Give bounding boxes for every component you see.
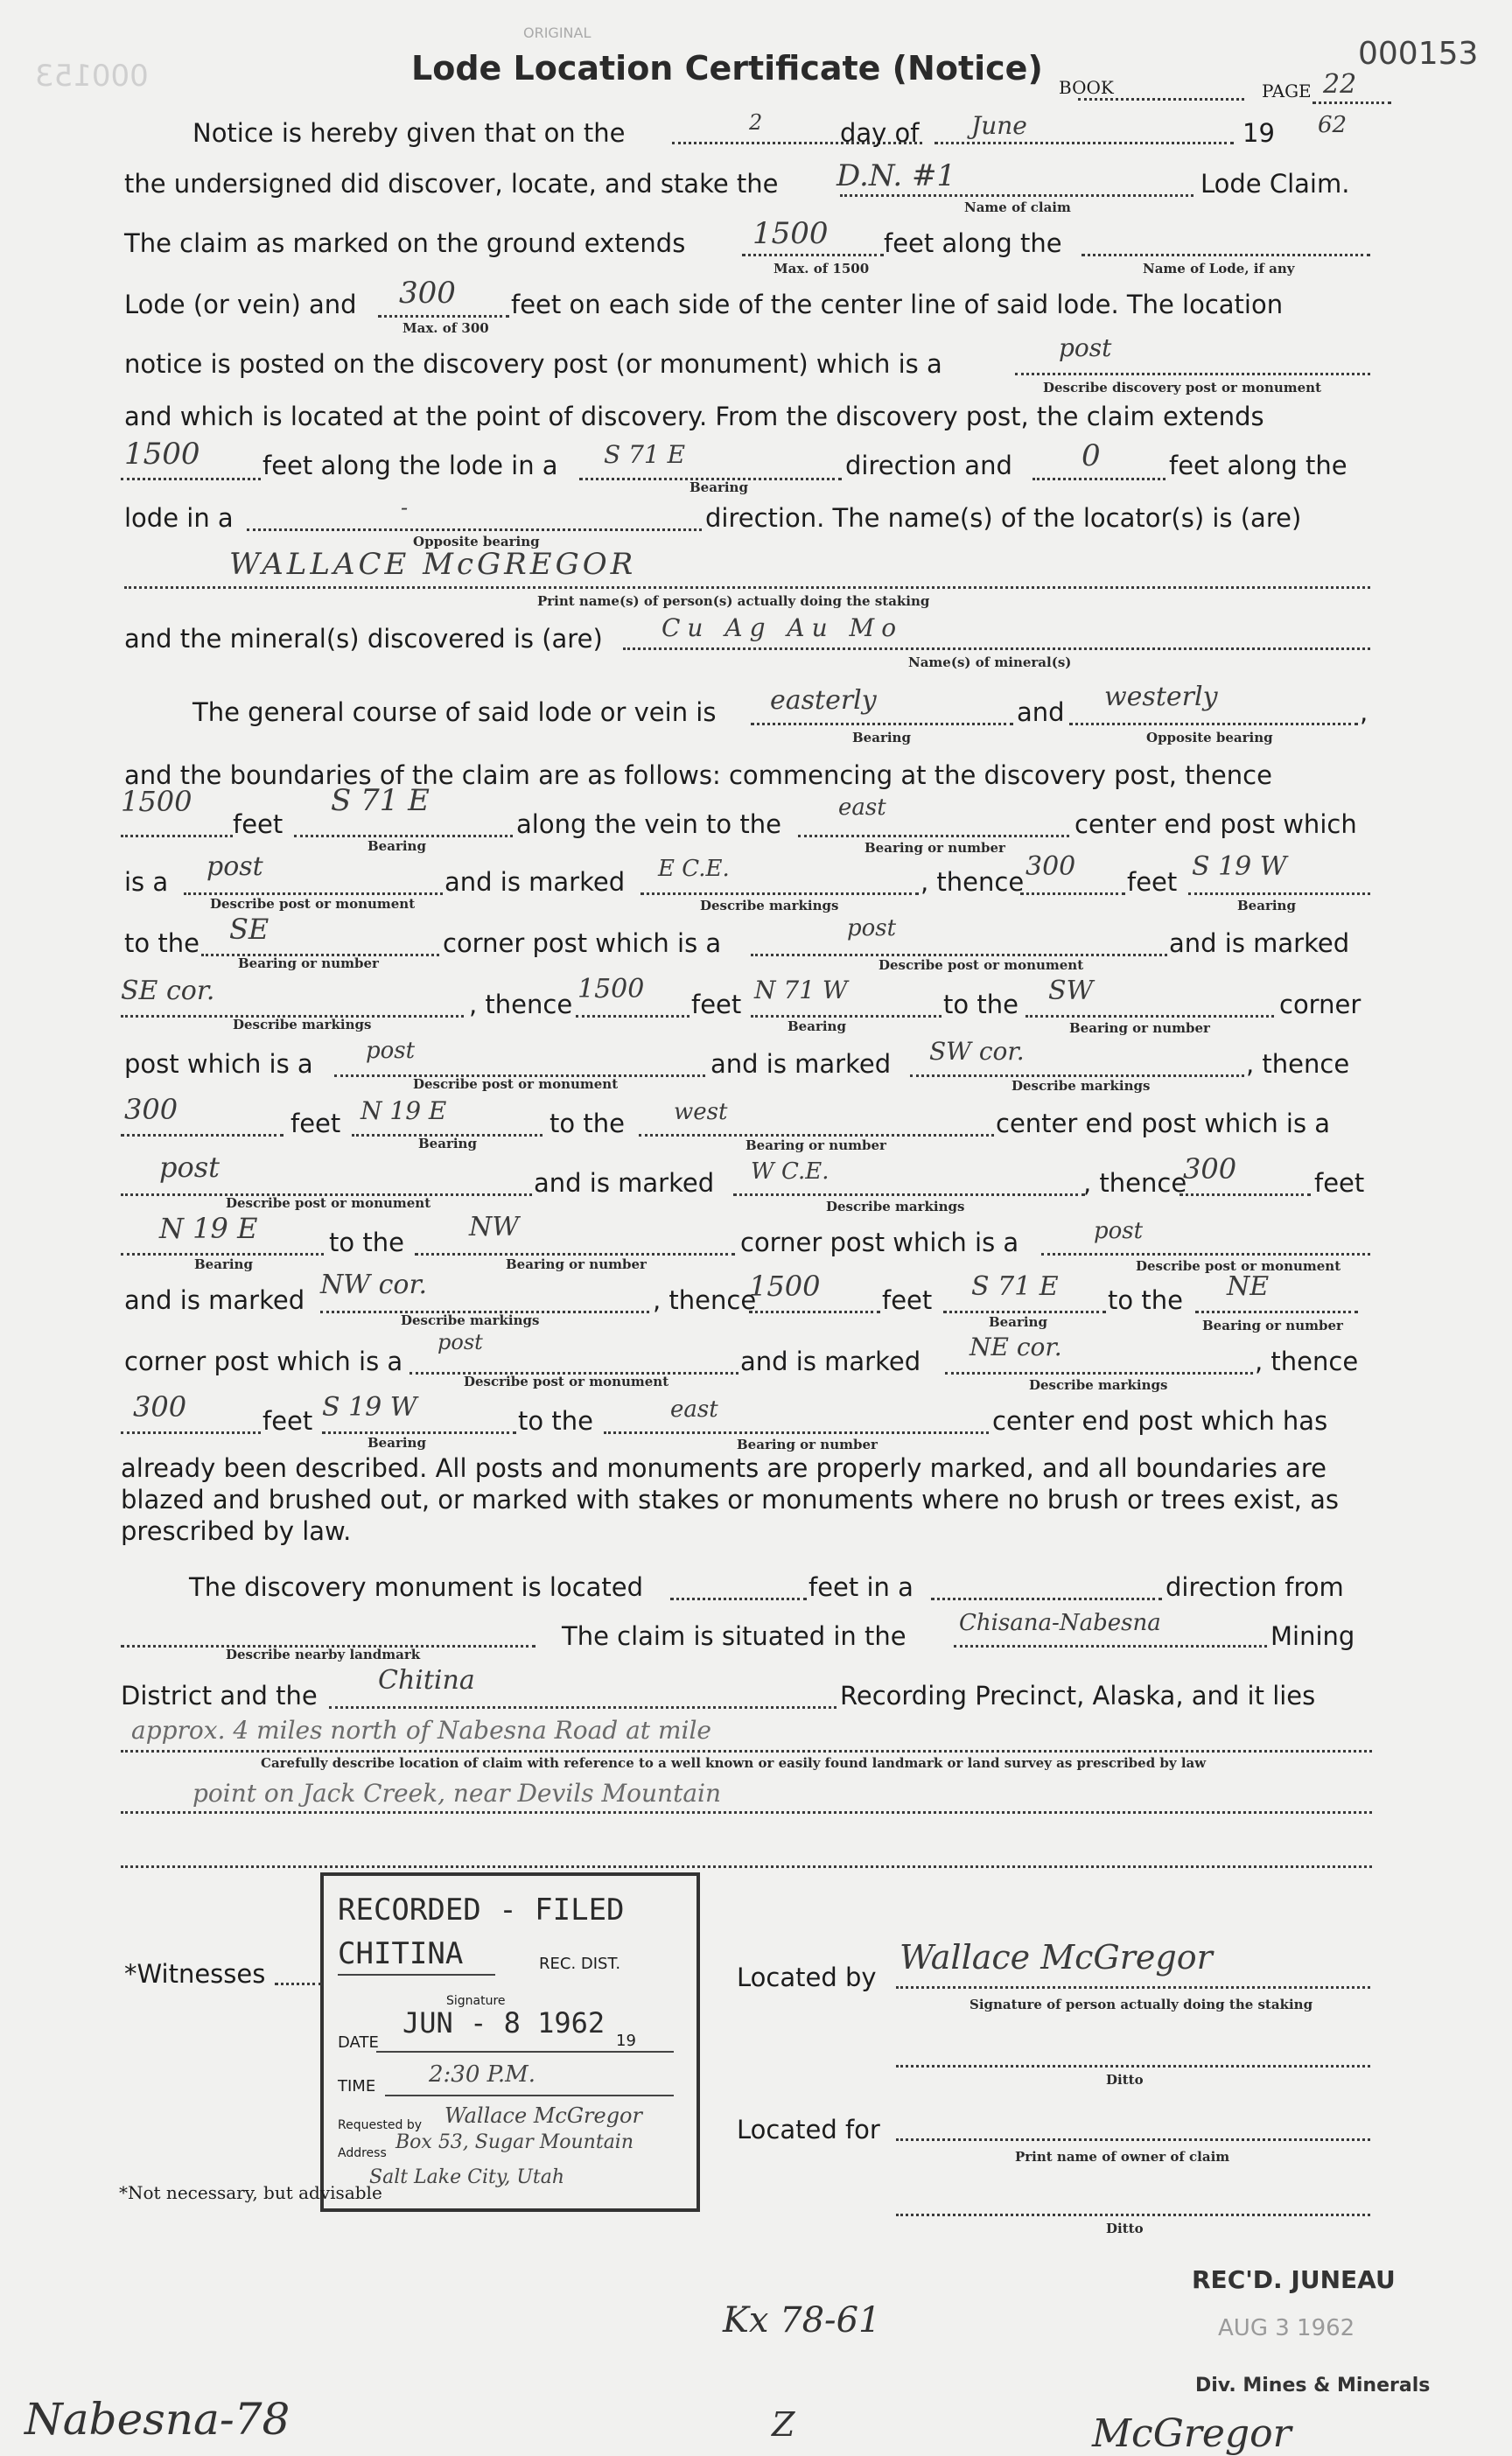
l17-marking: SW cor. <box>929 1037 1025 1066</box>
l15-text-a: to the <box>124 928 200 958</box>
l20-cap1: Bearing <box>194 1256 253 1272</box>
bottom-name: McGregor <box>1092 2411 1292 2456</box>
l16-text-a: , thence <box>469 990 573 1019</box>
l22-text-a: corner post which is a <box>124 1347 403 1376</box>
l17-text-c: , thence <box>1246 1049 1350 1079</box>
l23-bearing: S 19 W <box>322 1392 417 1423</box>
l18-text-c: center end post which is a <box>996 1109 1331 1138</box>
l18-cap2: Bearing or number <box>746 1137 886 1153</box>
l11-text-c: , <box>1360 697 1368 727</box>
stamp-address-label: Address <box>338 2146 387 2160</box>
l25-text-b: feet in a <box>808 1572 914 1602</box>
l7-text-a: feet along the lode in a <box>262 451 558 480</box>
original-faint-label: ORIGINAL <box>523 24 592 41</box>
l1-text-b: day of <box>840 118 920 148</box>
l14-text-a: is a <box>124 867 169 897</box>
located-by-signature: Wallace McGregor <box>900 1938 1213 1977</box>
l8-cap: Opposite bearing <box>413 534 540 549</box>
footnote: *Not necessary, but advisable <box>119 2182 382 2203</box>
witnesses-label: *Witnesses <box>124 1959 266 1989</box>
l15-text-b: corner post which is a <box>443 928 722 958</box>
l13-bearing: S 71 E <box>331 783 430 818</box>
ditto-2: Ditto <box>1106 2221 1144 2236</box>
nabesna-label: Nabesna-78 <box>24 2394 290 2445</box>
l2-cap: Name of claim <box>964 199 1071 215</box>
l22-post: post <box>438 1330 483 1354</box>
l17-cap2: Describe markings <box>1012 1078 1151 1094</box>
l18-feet: 300 <box>124 1093 178 1126</box>
l21-text-b: , thence <box>653 1285 757 1315</box>
l14-cap2: Describe markings <box>700 898 839 913</box>
l8-text-a: lode in a <box>124 503 234 533</box>
l3-feet: 1500 <box>752 216 829 251</box>
l26-cap: Describe nearby landmark <box>226 1647 421 1662</box>
stamp-address-line1: Box 53, Sugar Mountain <box>396 2131 634 2153</box>
l16-cap3: Bearing or number <box>1069 1020 1210 1036</box>
l9-cap: Print name(s) of person(s) actually doing the staking <box>537 593 930 609</box>
l16-cap2: Bearing <box>788 1018 846 1034</box>
ditto-1: Ditto <box>1106 2072 1144 2088</box>
l27-text-a: District and the <box>121 1681 318 1711</box>
l18-cap1: Bearing <box>418 1136 477 1151</box>
l14-cap3: Bearing <box>1237 898 1296 913</box>
stamp-time-value: 2:30 P.M. <box>429 2061 536 2088</box>
document-number-ghost: 000153 <box>35 59 149 94</box>
l2-text-a: the undersigned did discover, locate, and stake the <box>124 169 779 199</box>
l20-bearing: N 19 E <box>159 1212 258 1245</box>
l3-text-b: feet along the <box>884 228 1062 258</box>
reference-number: Kx 78-61 <box>723 2300 881 2341</box>
l20-cap2: Bearing or number <box>506 1256 647 1272</box>
print-owner-caption: Print name of owner of claim <box>1015 2149 1230 2165</box>
l17-cap1: Describe post or monument <box>413 1076 619 1092</box>
l26-district: Chisana-Nabesna <box>959 1610 1161 1636</box>
l20-number: NW <box>469 1212 520 1242</box>
book-label: BOOK <box>1059 77 1114 98</box>
l25-text-c: direction from <box>1166 1572 1344 1602</box>
l4-text-a: Lode (or vein) and <box>124 290 357 319</box>
l23-feet: 300 <box>133 1390 187 1424</box>
l4-feet: 300 <box>399 276 456 311</box>
l10-cap: Name(s) of mineral(s) <box>908 654 1072 670</box>
l14-marking: E C.E. <box>658 856 730 882</box>
located-by-label: Located by <box>737 1963 877 1992</box>
l14-feet: 300 <box>1026 851 1076 882</box>
l15-text-c: and is marked <box>1169 928 1350 958</box>
l14-post: post <box>206 851 263 882</box>
l1-day: 2 <box>749 110 763 135</box>
l19-post: post <box>159 1151 220 1184</box>
l11-opp-course: westerly <box>1104 682 1218 712</box>
l29-location: point on Jack Creek, near Devils Mountain <box>192 1779 722 1808</box>
l16-number: SW <box>1048 976 1094 1006</box>
l11-course: easterly <box>770 685 877 716</box>
l5-text-a: notice is posted on the discovery post (or monument) which is a <box>124 349 942 379</box>
l23-cap1: Bearing <box>368 1435 426 1451</box>
l11-text-b: and <box>1017 697 1065 727</box>
stamp-requested-label: Requested by <box>338 2118 422 2132</box>
l13-cap2: Bearing or number <box>864 840 1005 856</box>
page-value: 22 <box>1323 69 1357 100</box>
l14-cap1: Describe post or monument <box>210 896 416 912</box>
l2-text-b: Lode Claim. <box>1200 169 1350 199</box>
stamp-signature-label: Signature <box>446 1994 506 2008</box>
page-label: PAGE <box>1262 80 1312 101</box>
l22-marking: NE cor. <box>970 1333 1062 1361</box>
l21-number: NE <box>1227 1271 1270 1302</box>
stamp-requested-value: Wallace McGregor <box>444 2103 642 2128</box>
l21-cap2: Bearing <box>989 1314 1047 1330</box>
l26-text-b: Mining <box>1270 1621 1355 1651</box>
stamp-nineteen: 19 <box>616 2032 636 2050</box>
l7-text-b: direction and <box>845 451 1012 480</box>
l12-text-a: and the boundaries of the claim are as follows: commencing at the discovery post, thence <box>124 760 1272 790</box>
l19-cap1: Describe post or monument <box>226 1195 431 1211</box>
l16-bearing: N 71 W <box>754 976 848 1004</box>
l1-text-c: 19 <box>1242 118 1275 148</box>
l20-cap3: Describe post or monument <box>1136 1258 1341 1274</box>
l17-text-a: post which is a <box>124 1049 313 1079</box>
l15-number: SE <box>229 913 270 946</box>
l23-cap2: Bearing or number <box>737 1437 878 1452</box>
l16-feet: 1500 <box>578 974 645 1004</box>
l10-minerals: Cu Ag Au Mo <box>662 613 904 642</box>
l7-text-c: feet along the <box>1169 451 1348 480</box>
l23-text-c: center end post which has <box>992 1406 1328 1436</box>
l7-bearing: S 71 E <box>604 440 686 469</box>
l16-text-d: corner <box>1279 990 1362 1019</box>
l14-text-b: and is marked <box>444 867 626 897</box>
l20-post: post <box>1094 1218 1144 1244</box>
l2-claim-name: D.N. #1 <box>836 158 956 193</box>
l21-text-c: feet <box>882 1285 933 1315</box>
l19-feet: 300 <box>1183 1152 1237 1186</box>
l16-cap1: Describe markings <box>233 1017 372 1032</box>
l18-number: west <box>674 1099 728 1125</box>
l20-text-a: to the <box>329 1228 404 1257</box>
l16-text-c: to the <box>943 990 1018 1019</box>
l19-text-c: feet <box>1314 1168 1365 1198</box>
l18-text-b: to the <box>550 1109 625 1138</box>
l3-cap1: Max. of 1500 <box>774 261 870 276</box>
l1-text-a: Notice is hereby given that on the <box>192 118 626 148</box>
signature-caption: Signature of person actually doing the staking <box>970 1997 1313 2012</box>
l7-cap: Bearing <box>690 479 748 495</box>
l17-post: post <box>366 1038 416 1064</box>
l21-feet: 1500 <box>749 1270 821 1303</box>
l23-number: east <box>670 1396 718 1423</box>
l21-cap1: Describe markings <box>401 1312 540 1328</box>
l28-cap: Carefully describe location of claim with reference to a well known or easily found landmark or land survey as prescribed by law <box>261 1755 1207 1771</box>
stamp-district: CHITINA <box>338 1936 464 1971</box>
div-mines-minerals: Div. Mines & Minerals <box>1195 2375 1431 2397</box>
l4-cap: Max. of 300 <box>402 320 489 336</box>
l7-feet: 1500 <box>124 437 200 472</box>
located-for-label: Located for <box>737 2115 880 2145</box>
l21-text-d: to the <box>1108 1285 1183 1315</box>
l10-text-a: and the mineral(s) discovered is (are) <box>124 624 603 654</box>
l19-marking: W C.E. <box>751 1158 830 1185</box>
document-title: Lode Location Certificate (Notice) <box>411 49 1043 87</box>
l13-cap1: Bearing <box>368 838 426 854</box>
l21-cap3: Bearing or number <box>1202 1318 1343 1333</box>
l5-cap: Describe discovery post or monument <box>1043 380 1322 395</box>
l22-text-c: , thence <box>1255 1347 1359 1376</box>
l21-marking: NW cor. <box>320 1270 428 1300</box>
l16-marking: SE cor. <box>121 976 215 1006</box>
l14-text-d: feet <box>1127 867 1178 897</box>
l11-text-a: The general course of said lode or vein is <box>192 697 717 727</box>
recd-juneau: REC'D. JUNEAU <box>1192 2265 1396 2294</box>
l3-cap2: Name of Lode, if any <box>1143 261 1295 276</box>
l8-opp: - <box>401 495 409 520</box>
l16-text-b: feet <box>691 990 742 1019</box>
l7-opp-feet: 0 <box>1082 438 1101 473</box>
posts-paragraph: already been described. All posts and monuments are properly marked, and all boundaries are blazed and brushed out, or marked with stakes or monuments where no brush or trees exist, as prescribed by law. <box>121 1453 1340 1546</box>
stamp-date-label: DATE <box>338 2033 379 2052</box>
stamp-date-value: JUN - 8 1962 <box>402 2006 606 2040</box>
l21-bearing: S 71 E <box>971 1271 1059 1302</box>
l1-year: 62 <box>1318 112 1348 138</box>
l15-cap1: Bearing or number <box>238 955 379 971</box>
l6-text-a: and which is located at the point of discovery. From the discovery post, the claim extends <box>124 402 1264 431</box>
l18-text-a: feet <box>290 1109 341 1138</box>
l13-text-b: along the vein to the <box>516 809 781 839</box>
l22-cap2: Describe markings <box>1029 1377 1168 1393</box>
l13-number: east <box>838 794 886 821</box>
l23-text-a: feet <box>262 1406 313 1436</box>
l18-bearing: N 19 E <box>360 1096 447 1125</box>
stamp-title: RECORDED - FILED <box>338 1893 625 1928</box>
l14-text-c: , thence <box>920 867 1025 897</box>
recorded-filed-stamp <box>320 1872 700 2212</box>
l11-cap1: Bearing <box>852 730 911 745</box>
stamp-time-label: TIME <box>338 2077 376 2096</box>
document-number: 000153 <box>1358 36 1479 72</box>
l17-text-b: and is marked <box>710 1049 892 1079</box>
l13-text-a: feet <box>233 809 284 839</box>
l5-post: post <box>1059 333 1112 362</box>
stamp-rec-dist: REC. DIST. <box>539 1955 621 1973</box>
l15-post: post <box>847 915 897 941</box>
l22-text-b: and is marked <box>740 1347 921 1376</box>
l8-text-b: direction. The name(s) of the locator(s) is (are) <box>705 503 1302 533</box>
l26-text-a: The claim is situated in the <box>562 1621 906 1651</box>
l19-cap2: Describe markings <box>826 1199 965 1214</box>
l19-text-a: and is marked <box>534 1168 715 1198</box>
l14-bearing: S 19 W <box>1192 851 1287 882</box>
l4-text-b: feet on each side of the center line of said lode. The location <box>511 290 1284 319</box>
l28-location: approx. 4 miles north of Nabesna Road at mile <box>131 1716 711 1745</box>
l25-text-a: The discovery monument is located <box>189 1572 644 1602</box>
l3-text-a: The claim as marked on the ground extends <box>124 228 686 258</box>
l11-cap2: Opposite bearing <box>1146 730 1273 745</box>
l1-month: June <box>971 111 1027 140</box>
l20-text-b: corner post which is a <box>740 1228 1019 1257</box>
l23-text-b: to the <box>518 1406 593 1436</box>
l13-text-c: center end post which <box>1074 809 1357 839</box>
l21-text-a: and is marked <box>124 1285 305 1315</box>
l15-cap2: Describe post or monument <box>878 957 1084 973</box>
l19-text-b: , thence <box>1083 1168 1187 1198</box>
l13-feet: 1500 <box>121 785 192 818</box>
l22-cap1: Describe post or monument <box>464 1374 669 1389</box>
l27-precinct: Chitina <box>378 1665 475 1696</box>
recd-date: AUG 3 1962 <box>1218 2315 1355 2341</box>
l27-text-b: Recording Precinct, Alaska, and it lies <box>840 1681 1316 1711</box>
bottom-letter: Z <box>772 2405 795 2444</box>
stamp-address-line2: Salt Lake City, Utah <box>369 2166 564 2188</box>
l9-locator: WALLACE McGREGOR <box>229 547 637 582</box>
